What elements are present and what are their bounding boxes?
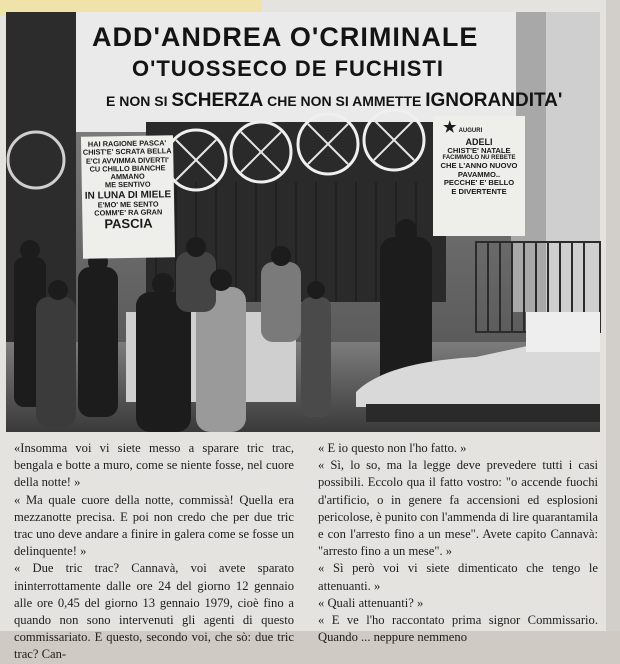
paragraph: « Sì però voi vi siete dimenticato che tengo le attenuanti. » [318,561,598,593]
paragraph: « Due tric trac? Cannavà, voi avete sparato ininterrottamente dalle ore 24 del giorno 12 gennaio alle ore 0,45 del giorno 13 gennaio 1979, cioè fino a quando non sono intervenuti gli agenti di questo commissariato. E questo, secondo voi, che sò: due tric trac? Can- [14,561,294,662]
right-sign-line: PAVAMMO.. [457,169,501,179]
paragraph: « Ma quale cuore della notte, commissà! Quella era mezzanotte precisa. E poi non credo che per due tric trac uno deve andare a finire in galera come se fosse un delinquente! » [14,492,294,559]
right-sign-line: ADELI [465,136,493,147]
left-sign-line: CU CHILLO BIANCHE AMMANO [89,163,166,182]
right-sign-line: AUGURI [458,128,483,134]
right-sign-line: FACIMMOLO NU REBETE [442,155,516,162]
left-sign-line: PASCIA [104,216,153,232]
star-icon: ★ [443,119,457,136]
text-column-right [318,440,598,646]
paragraph: « E ve l'ho raccontato prima signor Commissario. Quando ... neppure nemmeno [318,613,598,645]
banner-word-scherza: SCHERZA [171,90,264,111]
banner-line-3-start: E NON SI [106,93,168,109]
left-sign-line: HAI RAGIONE PASCA' [87,138,167,149]
storefront-photo [6,12,600,432]
banner-word-ignorandita: IGNORANDITA' [425,90,563,111]
paragraph: « Sì, lo so, ma la legge deve prevedere tutti i casi possibili. Eccolo qua il fatto vostro: "o accende fuochi d'artificio, o in genere fa accensioni ed esplosioni pericolose, è punito con l'ammenda di lire quarantamila e con l'arresto fino a un mese". Avete capito Cannavà: "arresto fino a un mese". » [318,458,598,559]
left-sign-line: IN LUNA DI MIELE [84,188,172,202]
right-sign-line: PECCHE' E' BELLO [443,178,515,188]
dialogue-text [14,440,606,662]
banner-line-3 [106,90,562,112]
left-sign-line: E'MO' ME SENTO [97,199,159,210]
left-sign-line: COMM'E' RA GRAN [94,207,163,218]
left-sign-line: ME SENTIVO [104,180,151,190]
paragraph: « Quali attenuanti? » [318,595,424,610]
banner-line-1: ADD'ANDREA O'CRIMINALE [92,22,479,52]
right-sign-line: CHIST'E' NATALE [447,145,511,155]
paragraph: «Insomma voi vi siete messo a sparare tric trac, bengala e botte a muro, come se niente fosse, nel cuore della notte! » [14,441,294,490]
banner-line-3-middle: CHE NON SI AMMETTE [267,93,422,109]
text-column-left [14,440,294,664]
paragraph: « E io questo non l'ho fatto. » [318,441,467,455]
right-sign-line: E DIVERTENTE [451,186,507,196]
right-sign-header [433,120,525,137]
banner-line-2: O'TUOSSECO DE FUCHISTI [132,56,445,81]
left-sign-line: E'CI AVVIMMA DIVERTI' [85,154,169,166]
right-hand-sign [433,116,525,236]
page-edge [606,0,620,631]
left-sign-line: CHIST'E' SCRATA BELLA [82,146,172,158]
left-hand-sign [81,135,175,259]
right-sign-line: CHE L'ANNO NUOVO [440,161,518,171]
